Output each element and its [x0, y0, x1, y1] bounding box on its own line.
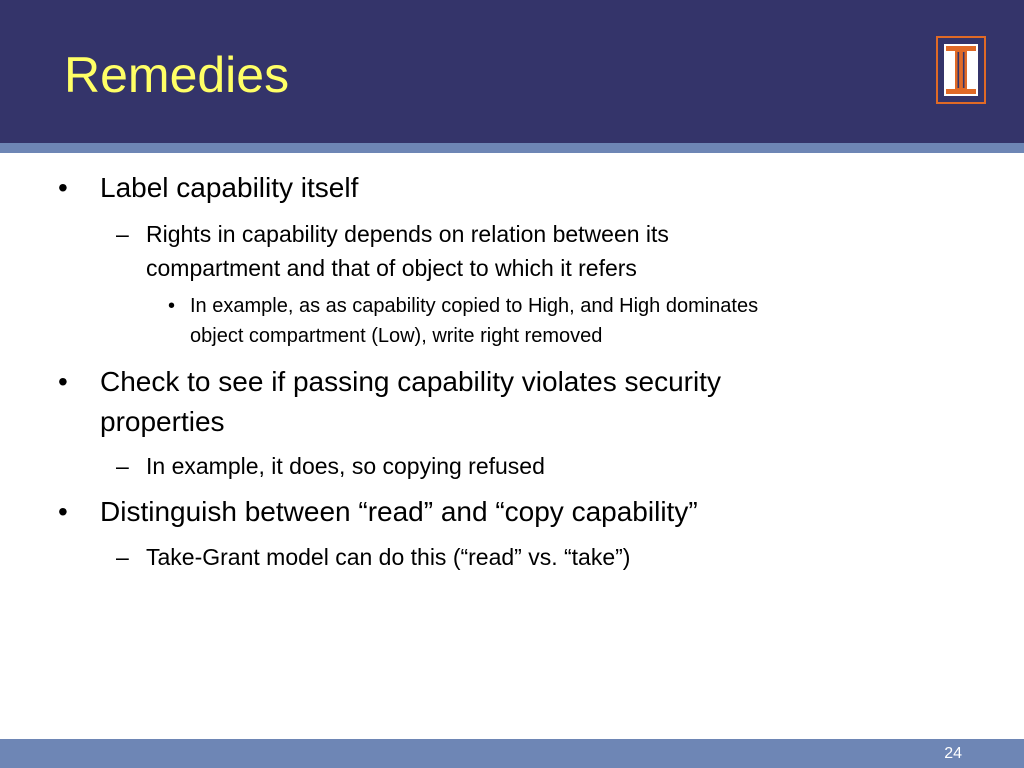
bullet-text: Distinguish between “read” and “copy capability” — [100, 496, 698, 527]
slide-footer — [0, 739, 1024, 768]
third-level-text: In example, as as capability copied to High, and High dominates — [190, 295, 759, 317]
bullet-marker: • — [58, 496, 68, 527]
page-number: 24 — [944, 745, 962, 762]
dash-marker: – — [116, 221, 129, 247]
third-level-text: object compartment (Low), write right removed — [190, 325, 603, 347]
bullet-text: Check to see if passing capability violates security — [100, 366, 721, 397]
sub-bullet-text: compartment and that of object to which it refers — [146, 255, 637, 281]
slide-title: Remedies — [64, 47, 290, 103]
dash-marker: – — [116, 453, 129, 479]
dash-marker: – — [116, 544, 129, 570]
small-bullet-marker: • — [168, 295, 176, 317]
bullet-text: Label capability itself — [100, 172, 359, 203]
bullet-marker: • — [58, 172, 68, 203]
bullet-marker: • — [58, 366, 68, 397]
bullet-text: properties — [100, 406, 225, 437]
sub-bullet-text: Take-Grant model can do this (“read” vs. “take”) — [146, 544, 631, 570]
sub-bullet-text: In example, it does, so copying refused — [146, 453, 545, 479]
sub-bullet-text: Rights in capability depends on relation between its — [146, 221, 669, 247]
